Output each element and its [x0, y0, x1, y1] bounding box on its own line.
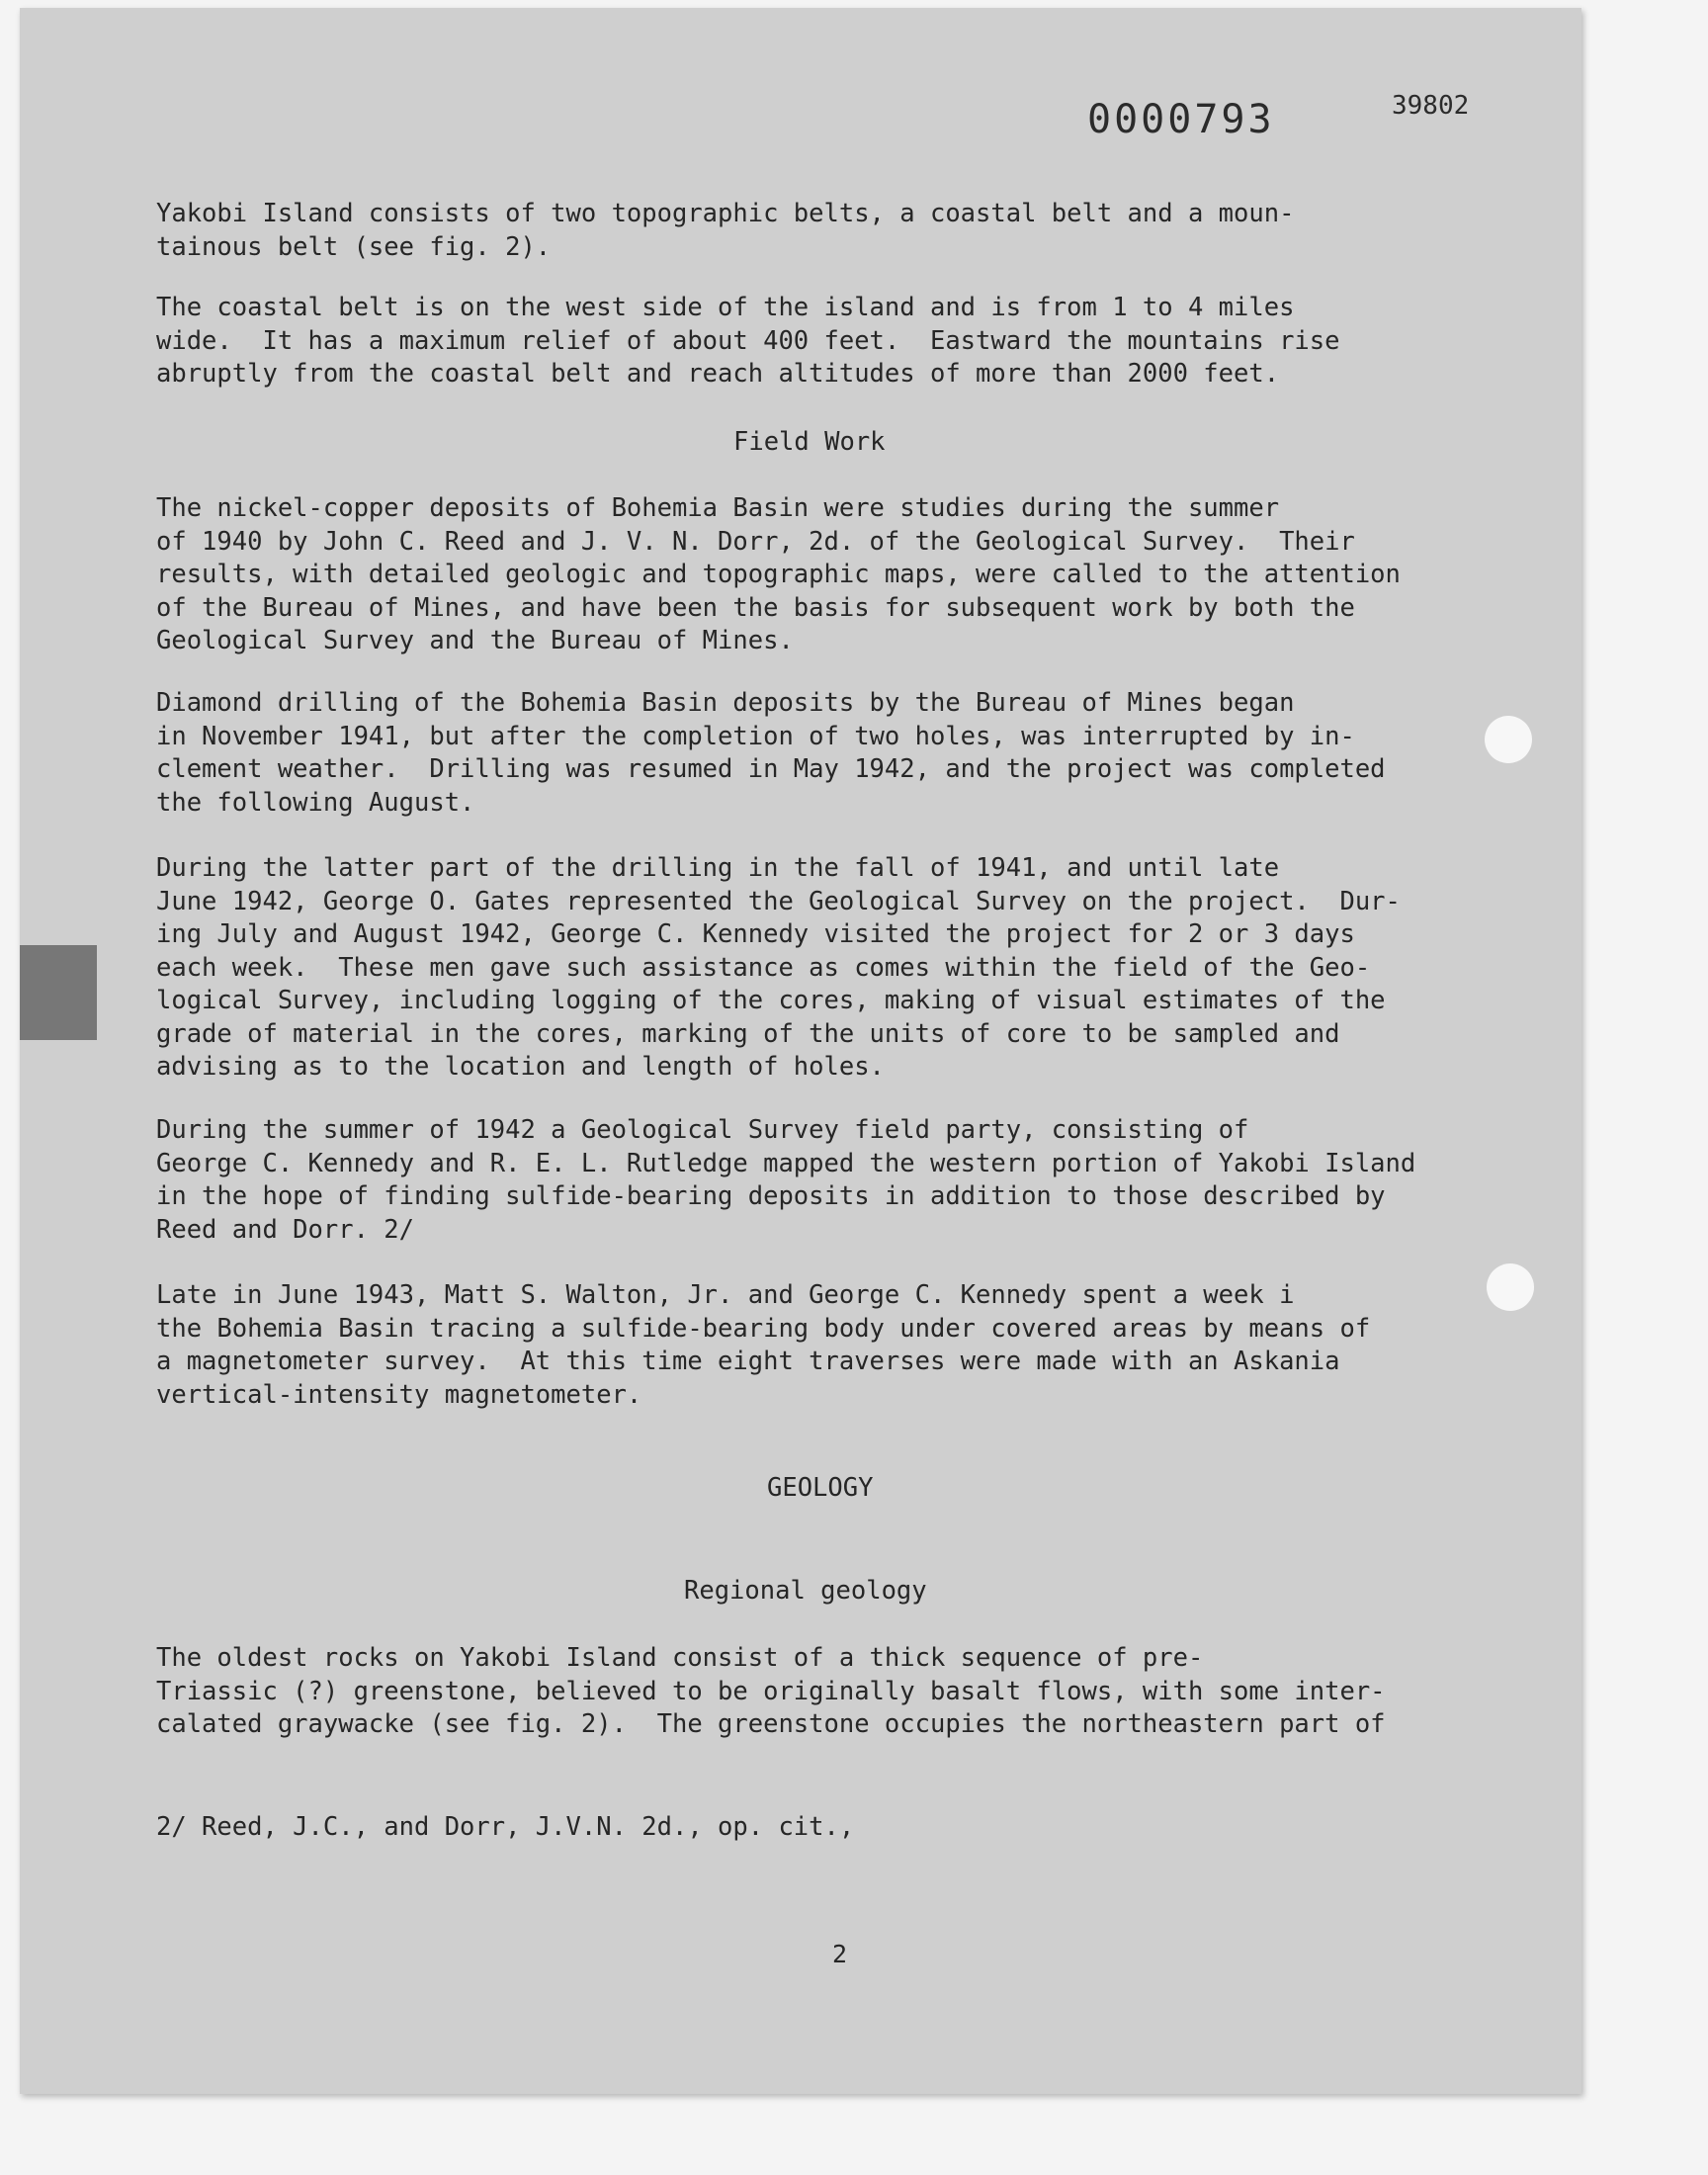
paragraph-coastal-belt: The coastal belt is on the west side of the island and is from 1 to 4 miles wide. It has a maximum relief of about 400 feet. Eastward the mountains rise abruptly from the coastal belt and reach altitudes of more than 2000 feet. — [156, 293, 1340, 389]
paragraph-survey-participation: During the latter part of the drilling in the fall of 1941, and until late June 1942, George O. Gates represented the Geological Survey on the project. Dur- ing July and August 1942, George C. Kennedy visited the project for 2 or 3 days each week. These men gave such assistance as comes within the field of the Geo- logical Survey, including logging of the cores, making of visual estimates of the grade of material in the cores, marking of the units of core to be sampled and advising as to the location and length of holes. — [156, 853, 1401, 1082]
binder-tab — [20, 945, 97, 1040]
paragraph-topographic-belts: Yakobi Island consists of two topographic belts, a coastal belt and a moun- tainous belt (see fig. 2). — [156, 199, 1295, 262]
page-number: 2 — [832, 1940, 848, 1968]
page-identifier: 39802 — [1392, 91, 1470, 121]
footnote: 2/ Reed, J.C., and Dorr, J.V.N. 2d., op. cit., — [156, 1812, 855, 1842]
paragraph-magnetometer-survey: Late in June 1943, Matt S. Walton, Jr. and George C. Kennedy spent a week i the Bohemia Basin tracing a sulfide-bearing body under covered areas by means of a magnetometer survey. At this time eight traverses were made with an Askania vertical-intensity magnetometer. — [156, 1280, 1371, 1410]
document-number: 0000793 — [1087, 97, 1275, 142]
heading-geology: GEOLOGY — [767, 1473, 874, 1503]
punch-hole — [1487, 1263, 1534, 1311]
paragraph-field-party: During the summer of 1942 a Geological Survey field party, consisting of George C. Kennedy and R. E. L. Rutledge mapped the western portion of Yakobi Island in the hope of finding sulfide-bearing deposits in addition to those described by Reed and Dorr. 2/ — [156, 1115, 1416, 1245]
punch-hole — [1485, 716, 1532, 763]
heading-field-work: Field Work — [733, 427, 886, 457]
paragraph-field-work-history: The nickel-copper deposits of Bohemia Basin were studies during the summer of 1940 by John C. Reed and J. V. N. Dorr, 2d. of the Geological Survey. Their results, with detailed geologic and topographic maps, were called to the attention of the Bureau of Mines, and have been the basis for subsequent work by both the Geological Survey and the Bureau of Mines. — [156, 493, 1401, 655]
paragraph-diamond-drilling: Diamond drilling of the Bohemia Basin deposits by the Bureau of Mines began in November 1941, but after the completion of two holes, was interrupted by in- clement weather. Drilling was resumed in May 1942, and the project was completed the following August. — [156, 688, 1386, 818]
heading-regional-geology: Regional geology — [684, 1576, 927, 1606]
paragraph-oldest-rocks: The oldest rocks on Yakobi Island consist of a thick sequence of pre- Triassic (?) greenstone, believed to be originally basalt flows, with some inter- calated graywacke (see fig. 2). The greenstone occupies the northeastern part of — [156, 1643, 1386, 1739]
